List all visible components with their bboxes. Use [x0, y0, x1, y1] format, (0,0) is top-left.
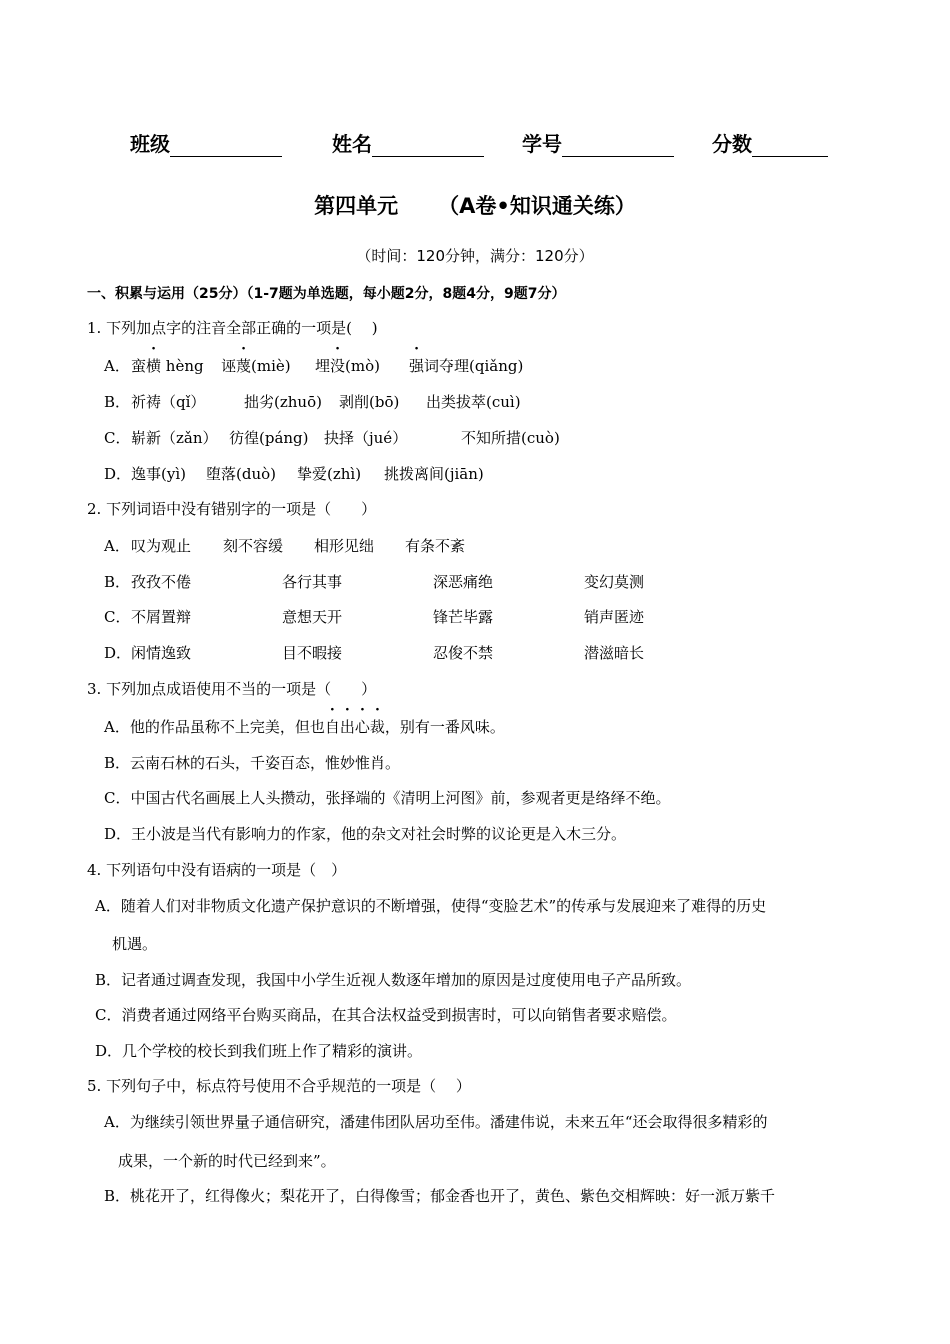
dotted-char: 没	[330, 357, 346, 375]
question-3-option-a[interactable]: A．他的作品虽称不上完美，但也自出心裁，别有一番风味。	[104, 718, 505, 736]
question-4-stem: 4. 下列语句中没有语病的一项是（ ）	[87, 861, 347, 879]
question-4-option-c[interactable]: C．消费者通过网络平台购买商品，在其合法权益受到损害时，可以向销售者要求赔偿。	[95, 1006, 677, 1024]
question-5-option-b[interactable]: B．桃花开了，红得像火；梨花开了，白得像雪；郁金香也开了，黄色、紫色交相辉映：好一派万紫千	[104, 1187, 776, 1205]
student-id-field[interactable]	[522, 128, 674, 157]
question-5-option-a-continued: 成果，一个新的时代已经到来”。	[118, 1152, 336, 1170]
dotted-char: 裁	[369, 718, 385, 736]
name-blank[interactable]	[372, 134, 484, 157]
class-field[interactable]	[130, 128, 282, 157]
name-label: 姓名	[332, 132, 372, 156]
question-4-option-a[interactable]: A．随着人们对非物质文化遗产保护意识的不断增强，使得“变脸艺术”的传承与发展迎来了难得的历史	[95, 897, 767, 915]
name-field[interactable]	[332, 128, 484, 157]
score-field[interactable]	[712, 128, 828, 157]
question-5-stem: 5. 下列句子中，标点符号使用不合乎规范的一项是（ ）	[87, 1077, 471, 1095]
exam-page: 班级 姓名 学号 分数 第四单元 （A卷•知识通关练） （时间：120分钟，满分：120分） 一、积累与运用（25分）（1-7题为单选题，每小题2分，8题4分，9题7分） 1. 下列加点字的注音全部正确的一项是( ) A． 蛮横 hèng 诬蔑(miè) 埋没(mò) 强词夺理(qiǎng) B． 祈祷（qǐ） 拙劣(zhuō) 剥削(bō) 出类拔萃(cuì) C． 崭新（zǎn） 彷徨(páng) 抉择（jué） 不知所措(cuò) D． 逸事(yì) 堕落(duò) 挚爱(zhì) 挑拨离间(jiān) 2. 下列词语中没有错别字的一项是（ ） A． 叹为观止 刻不容缓 相形见绌 有条不紊 B． 孜孜不倦 各行其事 深恶痛绝 变幻莫测 C． 不屑置辩 意想天开 锋芒毕露 销声匿迹 D． 闲情逸致 目不暇接 忍俊不禁 潜滋暗长 3. 下列加点成语使用不当的一项是（ ） A．他的作品虽称不上完美，但也自出心裁，别有一番风味。 B．云南石林的石头，千姿百态，惟妙惟肖。 C．中国古代名画展上人头攒动，张择端的《清明上河图》前，参观者更是络绎不绝。 D．王小波是当代有影响力的作家，他的杂文对社会时弊的议论更是入木三分。 4. 下列语句中没有语病的一项是（ ） A．随着人们对非物质文化遗产保护意识的不断增强，使得“变脸艺术”的传承与发展迎来了难得的历史 机遇。 B．记者通过调查发现，我国中小学生近视人数逐年增加的原因是过度使用电子产品所致。 C．消费者通过网络平台购买商品，在其合法权益受到损害时，可以向销售者要求赔偿。 D．几个学校的校长到我们班上作了精彩的演讲。 5. 下列句子中，标点符号使用不合乎规范的一项是（ ） A．为继续引领世界量子通信研究，潘建伟团队居功至伟。潘建伟说，未来五年“还会取得很多精彩的 成果，一个新的时代已经到来”。 B．桃花开了，红得像火；梨花开了，白得像雪；郁金香也开了，黄色、紫色交相辉映：好一派万紫千	[0, 0, 950, 1344]
student-id-label: 学号	[522, 132, 562, 156]
class-label: 班级	[130, 132, 170, 156]
class-blank[interactable]	[170, 134, 282, 157]
unit-title: 第四单元	[314, 194, 399, 218]
dotted-char: 横	[146, 357, 162, 375]
dotted-char: 出	[339, 718, 355, 736]
dotted-char: 强	[409, 357, 425, 375]
dotted-char: 自	[324, 718, 340, 736]
score-blank[interactable]	[752, 134, 828, 157]
question-4-option-a-continued: 机遇。	[112, 935, 158, 953]
page-title	[0, 190, 950, 220]
dotted-char: 心	[354, 718, 370, 736]
question-3-stem: 3. 下列加点成语使用不当的一项是（ ）	[87, 680, 377, 698]
question-3-option-b[interactable]: B．云南石林的石头，千姿百态，惟妙惟肖。	[104, 754, 401, 772]
volume-title: （A卷•知识通关练）	[438, 194, 636, 218]
section-heading: 一、积累与运用（25分）（1-7题为单选题，每小题2分，8题4分，9题7分）	[87, 286, 566, 302]
exam-time-info: （时间：120分钟，满分：120分）	[356, 247, 594, 265]
question-3-option-c[interactable]: C．中国古代名画展上人头攒动，张择端的《清明上河图》前，参观者更是络绎不绝。	[104, 789, 671, 807]
student-id-blank[interactable]	[562, 134, 674, 157]
question-2-stem: 2. 下列词语中没有错别字的一项是（ ）	[87, 500, 377, 518]
dotted-char: 蔑	[236, 357, 252, 375]
question-5-option-a[interactable]: A．为继续引领世界量子通信研究，潘建伟团队居功至伟。潘建伟说，未来五年“还会取得很多精彩的	[104, 1113, 768, 1131]
question-4-option-b[interactable]: B．记者通过调查发现，我国中小学生近视人数逐年增加的原因是过度使用电子产品所致。	[95, 971, 692, 989]
question-3-option-d[interactable]: D．王小波是当代有影响力的作家，他的杂文对社会时弊的议论更是入木三分。	[104, 825, 627, 843]
question-1-stem: 1. 下列加点字的注音全部正确的一项是( )	[87, 319, 378, 337]
question-4-option-d[interactable]: D．几个学校的校长到我们班上作了精彩的演讲。	[95, 1042, 423, 1060]
score-label: 分数	[712, 132, 752, 156]
dotted-idiom	[325, 718, 385, 736]
